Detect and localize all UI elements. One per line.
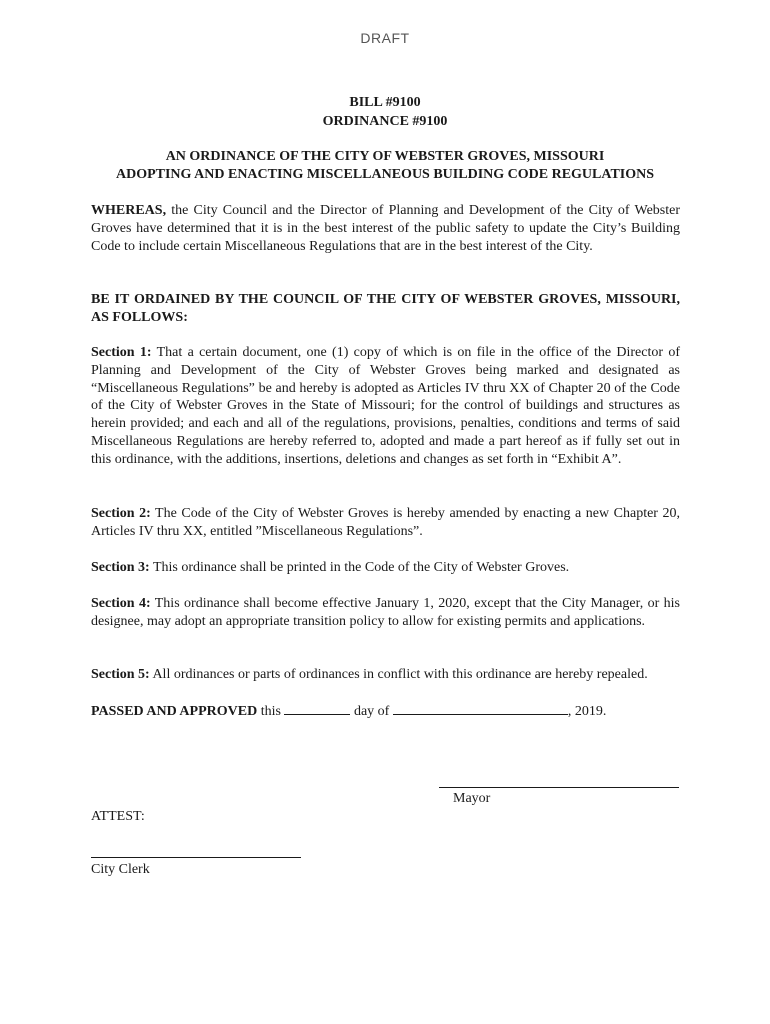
city-clerk-label: City Clerk [91, 862, 150, 877]
passed-this: this [257, 704, 285, 719]
bill-number: BILL #9100 [349, 95, 421, 110]
whereas-lead: WHEREAS, [91, 203, 167, 218]
section-3 [91, 559, 680, 577]
passed-day-of: day of [350, 704, 393, 719]
draft-watermark: DRAFT [360, 30, 410, 46]
mayor-label: Mayor [453, 791, 491, 806]
whereas-text: the City Council and the Director of Planning and Development of the City of Webster Groves have determined that it is in the best interest of the public safety to update the City’s Building Code to include certain Miscellaneous Regulations that are in the best interest of the City. [91, 203, 680, 254]
section-1-label: Section 1: [91, 345, 152, 360]
section-2-label: Section 2: [91, 506, 151, 521]
section-1-text: That a certain document, one (1) copy of which is on file in the office of the Director of Planning and Development of the City of Webster Groves being marked and designated as “Miscellaneous Regulations” be and hereby is adopted as Articles IV thru XX of Chapter 20 of the Code of the City of Webster Groves in the State of Missouri; for the control of buildings and structures as herein provided; and each and all of the regulations, provisions, penalties, conditions and terms of said Miscellaneous Regulations are hereby referred to, adopted and made a part hereof as if fully set out in this ordinance, with the additions, insertions, deletions and changes as set forth in “Exhibit A”. [91, 345, 680, 467]
attest-label: ATTEST: [91, 809, 145, 824]
whereas-paragraph [91, 202, 680, 255]
section-2-text: The Code of the City of Webster Groves is hereby amended by enacting a new Chapter 20, Articles IV thru XX, entitled ”Miscellaneous Regulations”. [91, 506, 681, 539]
section-4 [91, 595, 680, 631]
section-5 [91, 666, 680, 684]
passed-year: , 2019. [567, 704, 607, 719]
passed-lead: PASSED AND APPROVED [91, 704, 258, 719]
ordained-clause: BE IT ORDAINED BY THE COUNCIL OF THE CITY OF WEBSTER GROVES, MISSOURI, AS FOLLOWS: [91, 292, 680, 325]
section-4-text: This ordinance shall become effective January 1, 2020, except that the City Manager, or his designee, may adopt an appropriate transition policy to allow for existing permits and applications. [91, 596, 680, 629]
section-2 [91, 505, 680, 541]
section-1 [91, 344, 680, 469]
month-blank-field[interactable] [393, 702, 568, 715]
city-clerk-signature-line[interactable] [91, 857, 301, 858]
ordinance-title-line-2: ADOPTING AND ENACTING MISCELLANEOUS BUILDING CODE REGULATIONS [115, 167, 655, 182]
section-3-label: Section 3: [91, 560, 150, 575]
section-5-text: All ordinances or parts of ordinances in conflict with this ordinance are hereby repealed. [149, 667, 648, 682]
ordinance-title-line-1: AN ORDINANCE OF THE CITY OF WEBSTER GROVES, MISSOURI [165, 149, 605, 164]
passed-and-approved [91, 702, 680, 721]
ordinance-number: ORDINANCE #9100 [322, 114, 448, 129]
section-4-label: Section 4: [91, 596, 151, 611]
section-5-label: Section 5: [91, 667, 150, 682]
day-blank-field[interactable] [284, 702, 350, 715]
section-3-text: This ordinance shall be printed in the Code of the City of Webster Groves. [149, 560, 570, 575]
mayor-signature-line[interactable] [439, 787, 679, 788]
